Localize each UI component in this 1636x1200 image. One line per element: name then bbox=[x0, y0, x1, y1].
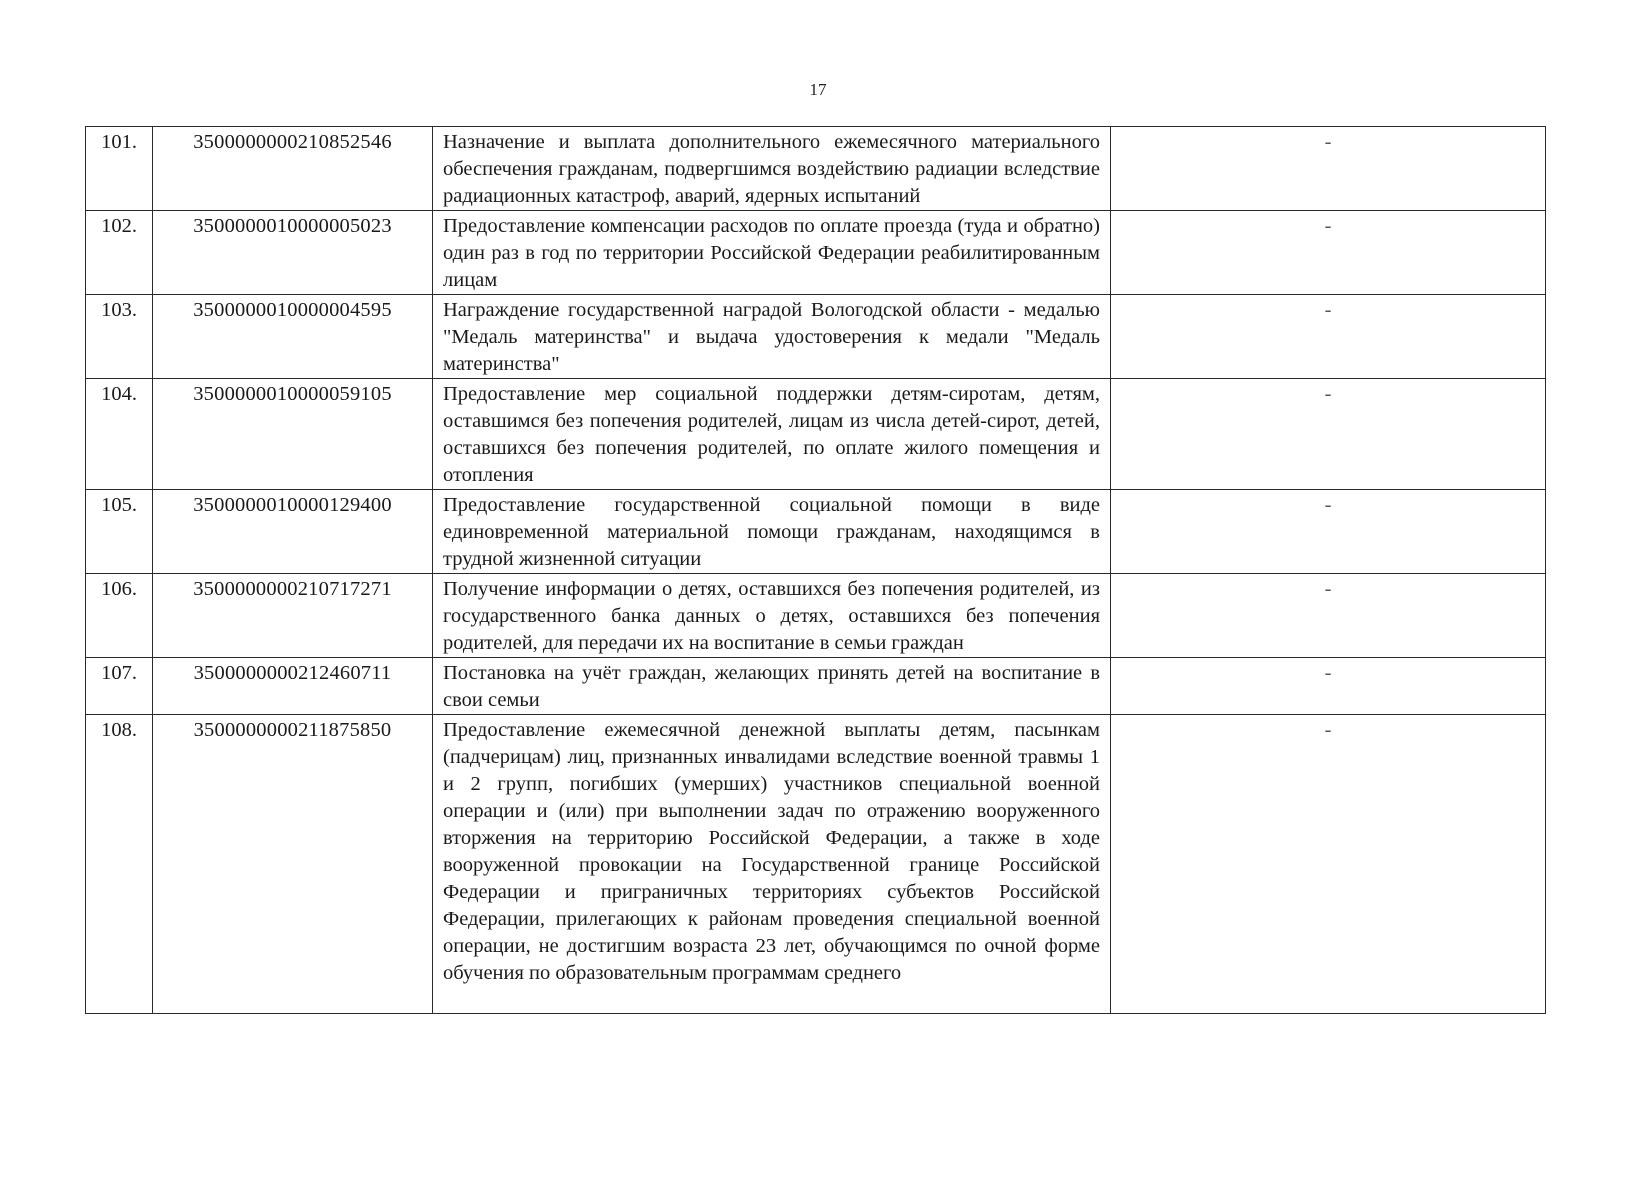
service-name: Предоставление компенсации расходов по оплате проезда (туда и обратно) один раз в год по территории Российской Федерации реабилитированным лицам bbox=[433, 211, 1111, 295]
table-row bbox=[86, 574, 1546, 658]
row-number: 105. bbox=[86, 490, 153, 574]
service-name: Награждение государственной наградой Вологодской области - медалью "Медаль материнства" и выдача удостоверения к медали "Медаль материнства" bbox=[433, 295, 1111, 379]
table-row bbox=[86, 211, 1546, 295]
service-id: 3500000000210852546 bbox=[153, 127, 433, 211]
row-number: 106. bbox=[86, 574, 153, 658]
table-row bbox=[86, 490, 1546, 574]
table-row bbox=[86, 379, 1546, 490]
service-name: Предоставление мер социальной поддержки детям-сиротам, детям, оставшимся без попечения родителей, лицам из числа детей-сирот, детей, оставшихся без попечения родителей, по оплате жилого помещения и отопления bbox=[433, 379, 1111, 490]
service-note: - bbox=[1111, 715, 1546, 1014]
service-note: - bbox=[1111, 379, 1546, 490]
service-name: Постановка на учёт граждан, желающих принять детей на воспитание в свои семьи bbox=[433, 658, 1111, 715]
page-number: 17 bbox=[809, 80, 827, 99]
row-number: 102. bbox=[86, 211, 153, 295]
service-note: - bbox=[1111, 490, 1546, 574]
service-id: 3500000010000059105 bbox=[153, 379, 433, 490]
service-id: 3500000000211875850 bbox=[153, 715, 433, 1014]
service-name: Назначение и выплата дополнительного ежемесячного материального обеспечения гражданам, подвергшимся воздействию радиации вследствие радиационных катастроф, аварий, ядерных испытаний bbox=[433, 127, 1111, 211]
table-row bbox=[86, 295, 1546, 379]
service-name: Предоставление государственной социальной помощи в виде единовременной материальной помощи гражданам, находящимся в трудной жизненной ситуации bbox=[433, 490, 1111, 574]
service-name: Предоставление ежемесячной денежной выплаты детям, пасынкам (падчерицам) лиц, признанных инвалидами вследствие военной травмы 1 и 2 групп, погибших (умерших) участников специальной военной операции и (или) при выполнении задач по отражению вооруженного вторжения на территорию Российской Федерации, а также в ходе вооруженной провокации на Государственной границе Российской Федерации и приграничных территориях субъектов Российской Федерации, прилегающих к районам проведения специальной военной операции, не достигшим возраста 23 лет, обучающимся по очной форме обучения по образовательным программам среднего bbox=[433, 715, 1111, 1014]
row-number: 107. bbox=[86, 658, 153, 715]
services-table bbox=[85, 126, 1546, 1014]
row-number: 101. bbox=[86, 127, 153, 211]
row-number: 104. bbox=[86, 379, 153, 490]
service-note: - bbox=[1111, 211, 1546, 295]
service-id: 3500000010000004595 bbox=[153, 295, 433, 379]
service-id: 3500000000210717271 bbox=[153, 574, 433, 658]
service-id: 3500000010000005023 bbox=[153, 211, 433, 295]
service-name: Получение информации о детях, оставшихся без попечения родителей, из государственного банка данных о детях, оставшихся без попечения родителей, для передачи их на воспитание в семьи граждан bbox=[433, 574, 1111, 658]
row-number: 108. bbox=[86, 715, 153, 1014]
service-note: - bbox=[1111, 658, 1546, 715]
service-note: - bbox=[1111, 295, 1546, 379]
table-row bbox=[86, 715, 1546, 1014]
service-note: - bbox=[1111, 127, 1546, 211]
service-note: - bbox=[1111, 574, 1546, 658]
table-row bbox=[86, 658, 1546, 715]
table-row bbox=[86, 127, 1546, 211]
service-id: 3500000000212460711 bbox=[153, 658, 433, 715]
row-number: 103. bbox=[86, 295, 153, 379]
service-id: 3500000010000129400 bbox=[153, 490, 433, 574]
